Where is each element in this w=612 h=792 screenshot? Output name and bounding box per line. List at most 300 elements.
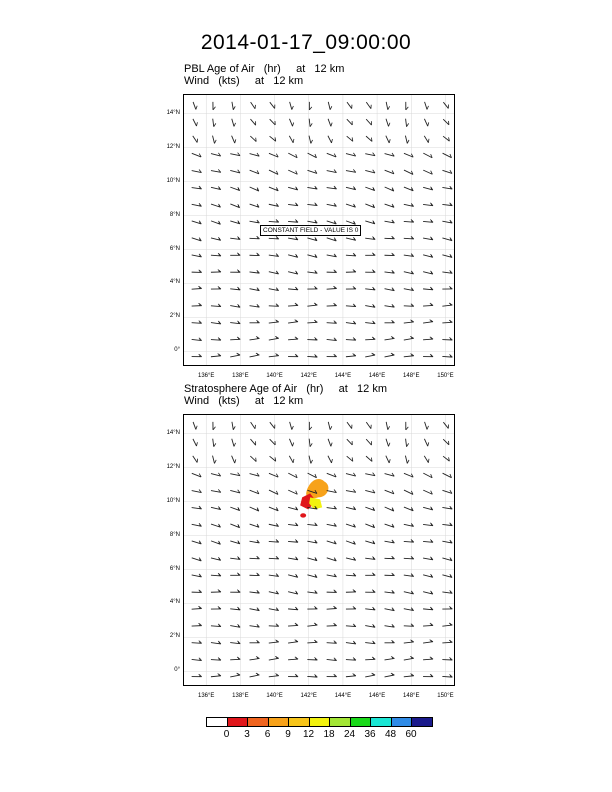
lon-tick-label: 146°E <box>368 693 386 699</box>
wind-barb <box>365 473 375 476</box>
wind-barb <box>192 321 202 324</box>
wind-barb <box>230 170 240 173</box>
wind-barb <box>269 170 278 174</box>
wind-barb <box>327 170 337 173</box>
wind-barb <box>309 456 313 464</box>
wind-barb <box>404 219 414 222</box>
wind-barb <box>211 674 221 677</box>
wind-barb <box>211 169 221 172</box>
lat-tick-label: 8°N <box>169 531 180 538</box>
lon-tick-label: 142°E <box>300 693 317 699</box>
wind-barb <box>346 573 356 576</box>
lon-tick-label: 138°E <box>232 693 249 699</box>
wind-barb <box>327 558 337 561</box>
age-of-air-field <box>300 479 328 518</box>
wind-barb <box>193 136 198 143</box>
wind-barb <box>213 119 216 127</box>
lon-tick-label: 136°E <box>197 693 215 699</box>
lat-tick-label: 2°N <box>169 313 180 320</box>
wind-barb <box>327 354 337 357</box>
lat-tick-label: 0° <box>174 667 180 674</box>
wind-barb <box>230 253 240 256</box>
wind-barb <box>211 641 221 644</box>
wind-barb <box>443 119 449 125</box>
wind-barb <box>269 271 279 274</box>
wind-barb <box>250 439 255 445</box>
wind-barb <box>365 507 374 510</box>
wind-barb <box>192 490 202 493</box>
wind-barb <box>250 624 260 627</box>
wind-barb <box>404 640 414 643</box>
wind-barb <box>404 288 414 291</box>
wind-barb <box>269 187 278 191</box>
wind-barb <box>230 237 240 240</box>
wind-barb <box>232 136 236 143</box>
wind-barb <box>193 119 197 126</box>
wind-barb <box>347 119 352 125</box>
wind-barb <box>442 254 452 257</box>
wind-barb <box>211 270 221 273</box>
wind-barb <box>404 539 414 542</box>
wind-barb <box>346 489 356 492</box>
wind-barb <box>346 253 356 256</box>
wind-barb <box>366 102 371 109</box>
wind-barb <box>328 136 332 143</box>
wind-barb <box>269 288 279 291</box>
wind-barb <box>250 524 259 527</box>
wind-barb <box>192 473 201 477</box>
wind-barb <box>288 640 298 643</box>
wind-barb <box>327 321 337 324</box>
wind-barb <box>423 674 433 677</box>
wind-barb <box>406 439 409 447</box>
wind-barb <box>442 203 452 206</box>
wind-barb <box>442 606 452 609</box>
wind-barb <box>192 674 202 677</box>
wind-barb <box>289 136 294 143</box>
wind-barb <box>250 187 259 191</box>
wind-barb <box>327 286 337 289</box>
wind-barb <box>327 658 337 661</box>
wind-barb <box>327 574 337 577</box>
wind-barb <box>385 304 395 307</box>
wind-barb <box>442 557 452 560</box>
wind-barb <box>250 456 256 461</box>
wind-barb <box>230 524 239 528</box>
wind-barb <box>328 119 332 127</box>
wind-barb <box>385 608 395 611</box>
wind-barb <box>192 658 202 661</box>
wind-barb <box>423 523 433 526</box>
wind-barb <box>211 524 220 527</box>
lon-tick-label: 150°E <box>437 693 454 699</box>
wind-barb <box>365 490 375 493</box>
wind-barb <box>327 254 337 257</box>
wind-barb <box>385 270 395 273</box>
wind-barb <box>192 354 202 357</box>
wind-barb <box>250 170 259 174</box>
wind-barb <box>423 574 433 577</box>
wind-barb <box>443 439 449 445</box>
wind-barb <box>404 320 414 323</box>
wind-barb <box>192 558 202 561</box>
wind-barb <box>211 624 221 627</box>
wind-barb <box>366 136 372 141</box>
colorbar-tick-label: 60 <box>405 729 417 740</box>
wind-barb <box>404 236 414 239</box>
wind-barb <box>269 539 279 542</box>
wind-barb <box>385 320 395 323</box>
wind-barb <box>346 221 355 224</box>
lon-tick-label: 136°E <box>197 373 215 379</box>
wind-barb <box>192 506 202 509</box>
wind-barb <box>346 624 356 627</box>
wind-barb <box>309 422 312 430</box>
wind-barb <box>423 473 432 478</box>
wind-barb <box>423 540 433 543</box>
wind-barb <box>270 136 276 141</box>
wind-barb <box>346 658 356 661</box>
wind-barb <box>423 220 433 223</box>
wind-barb <box>347 456 353 461</box>
wind-barb <box>269 490 278 494</box>
wind-barb <box>230 304 240 307</box>
colorbar-tick-label: 9 <box>285 729 291 740</box>
wind-barb <box>347 422 352 428</box>
wind-barb <box>309 439 312 447</box>
wind-barb <box>365 353 375 357</box>
wind-barb <box>385 656 395 660</box>
wind-barb <box>309 136 313 144</box>
wind-barb <box>423 507 433 510</box>
wind-barb <box>443 136 449 141</box>
wind-barb <box>328 102 332 110</box>
lon-tick-label: 148°E <box>403 373 420 379</box>
wind-barb <box>250 220 260 223</box>
lon-tick-label: 140°E <box>266 373 283 379</box>
map-panel-pbl-age <box>166 94 455 379</box>
wind-barb <box>327 303 337 306</box>
wind-barb <box>385 336 395 340</box>
lon-tick-label: 146°E <box>368 373 386 379</box>
wind-barb <box>290 422 294 430</box>
wind-barb <box>365 541 375 544</box>
wind-barb <box>404 574 414 577</box>
wind-barb <box>365 237 375 240</box>
wind-barb <box>365 204 374 208</box>
wind-barb <box>288 490 297 494</box>
wind-barb <box>250 304 260 307</box>
colorbar-swatch <box>269 718 290 726</box>
wind-barb <box>385 170 394 174</box>
wind-barb <box>424 136 429 143</box>
wind-barb <box>365 657 375 660</box>
wind-barb <box>423 203 433 206</box>
wind-barb <box>423 640 433 643</box>
wind-barb <box>442 286 452 289</box>
wind-barb <box>288 591 298 594</box>
wind-barb <box>423 557 433 560</box>
wind-barb <box>423 254 433 257</box>
wind-barb <box>346 541 355 544</box>
wind-barb <box>250 353 260 357</box>
lat-tick-label: 2°N <box>169 633 180 640</box>
wind-barb <box>365 624 375 627</box>
wind-barb <box>269 219 279 222</box>
wind-barb <box>192 286 202 289</box>
wind-barb <box>385 288 395 291</box>
wind-barb <box>288 557 298 560</box>
wind-barb <box>423 657 433 660</box>
wind-barb <box>365 673 375 677</box>
wind-barb <box>288 170 297 174</box>
wind-barb <box>404 304 414 307</box>
wind-barb <box>230 221 240 224</box>
wind-barb <box>385 253 395 256</box>
wind-barb <box>442 186 452 189</box>
wind-barb <box>213 456 217 464</box>
wind-barb <box>288 254 298 257</box>
wind-barb <box>386 456 390 463</box>
wind-barb <box>404 203 414 206</box>
plot-title: 2014-01-17_09:00:00 <box>200 31 412 54</box>
wind-barb <box>423 320 433 323</box>
wind-barb <box>423 591 433 594</box>
lon-tick-label: 148°E <box>403 693 420 699</box>
wind-barb <box>211 541 220 544</box>
wind-barb <box>327 338 337 341</box>
wind-barb <box>270 456 276 461</box>
wind-barb <box>365 170 375 173</box>
wind-barb <box>327 541 337 544</box>
wind-barb <box>288 507 298 510</box>
wind-barb <box>443 102 448 108</box>
wind-barb <box>327 270 337 273</box>
colorbar-tick-label: 3 <box>244 729 250 740</box>
wind-barb <box>211 473 221 476</box>
wind-barb <box>346 557 356 560</box>
wind-barb <box>250 336 260 340</box>
wind-barb <box>328 439 332 447</box>
wind-barb <box>211 557 221 560</box>
panel2-field-label: Stratosphere Age of Air (hr) at 12 km <box>184 383 387 395</box>
wind-barb <box>269 674 279 677</box>
wind-barb <box>346 169 356 172</box>
wind-barb <box>386 119 390 127</box>
wind-barb <box>230 473 240 476</box>
wind-barb <box>211 304 221 307</box>
wind-barb <box>385 473 395 476</box>
wind-barb <box>346 524 355 527</box>
wind-barb <box>192 338 202 341</box>
wind-barb <box>404 170 413 174</box>
wind-barb <box>288 473 297 478</box>
colorbar-swatch <box>310 718 331 726</box>
wind-barb <box>406 119 409 127</box>
wind-barb <box>211 573 221 576</box>
wind-barb <box>309 102 312 110</box>
wind-barb <box>250 656 260 660</box>
wind-barb <box>365 253 375 256</box>
field-contour-red-spot <box>300 513 306 517</box>
wind-barb <box>250 490 259 494</box>
wind-barb <box>425 102 429 110</box>
wind-barb <box>269 608 279 611</box>
wind-barb <box>442 640 452 643</box>
wind-barb <box>442 220 452 223</box>
wind-barb <box>424 456 429 463</box>
wind-barb <box>442 337 452 340</box>
wind-barb <box>211 187 221 190</box>
colorbar-tick-label: 48 <box>384 729 397 740</box>
wind-barb <box>327 473 336 477</box>
wind-barb <box>423 287 433 290</box>
wind-barb <box>404 490 413 494</box>
wind-barb <box>211 221 220 224</box>
wind-barb <box>404 354 414 357</box>
wind-barb <box>250 640 260 643</box>
wind-barb <box>347 439 352 445</box>
wind-barb <box>442 540 452 543</box>
wind-barb <box>385 540 395 543</box>
wind-barb <box>290 102 294 110</box>
wind-barb <box>443 456 449 461</box>
colorbar-swatch <box>330 718 351 726</box>
lat-tick-label: 14°N <box>166 109 180 116</box>
wind-barb <box>230 270 240 273</box>
wind-barb <box>289 439 293 446</box>
wind-barb <box>213 102 216 110</box>
wind-barb <box>309 119 312 127</box>
wind-barb <box>365 590 375 593</box>
lon-tick-label: 150°E <box>437 373 454 379</box>
wind-barb <box>193 422 197 430</box>
wind-barb <box>250 270 260 273</box>
wind-barb <box>442 237 452 240</box>
wind-barb <box>288 237 298 240</box>
wind-barb <box>423 623 433 626</box>
wind-barb <box>251 422 256 429</box>
wind-barb <box>288 674 298 677</box>
wind-barb <box>230 557 240 560</box>
wind-barb <box>327 506 337 509</box>
colorbar-tick-label: 18 <box>323 729 335 740</box>
wind-barb <box>385 524 394 527</box>
wind-barb <box>327 606 337 609</box>
wind-barb <box>442 506 452 509</box>
wind-barb <box>269 507 278 511</box>
wind-barb <box>269 203 279 206</box>
wind-barb <box>365 557 375 560</box>
wind-barb <box>232 456 236 463</box>
wind-barb <box>346 286 356 289</box>
wind-barb <box>346 153 356 156</box>
wind-barb <box>346 590 356 593</box>
lon-tick-label: 144°E <box>334 373 352 379</box>
lat-tick-label: 10°N <box>166 497 180 504</box>
wind-barb <box>442 303 452 306</box>
wind-barb <box>442 574 452 577</box>
wind-barb <box>405 456 409 464</box>
wind-barb <box>365 153 375 156</box>
wind-barb <box>288 574 298 577</box>
lat-tick-label: 8°N <box>169 211 180 218</box>
wind-barb <box>346 606 356 609</box>
wind-barb <box>327 641 337 644</box>
wind-barb <box>230 607 240 610</box>
wind-barb <box>346 237 356 240</box>
wind-barb <box>192 590 202 593</box>
wind-barb <box>328 422 332 430</box>
wind-barb <box>192 303 202 306</box>
wind-barb <box>442 590 452 593</box>
wind-barb <box>269 640 279 643</box>
wind-barb <box>269 574 279 577</box>
wind-barb <box>386 439 390 447</box>
wind-barb <box>250 253 260 256</box>
wind-barb <box>269 473 278 477</box>
wind-barb <box>385 490 394 494</box>
wind-barb <box>385 204 394 207</box>
wind-barb <box>213 439 216 447</box>
wind-barb <box>251 102 256 109</box>
wind-barb <box>365 573 375 576</box>
wind-barb <box>404 556 414 559</box>
wind-barb <box>230 641 240 644</box>
wind-barb <box>192 186 202 189</box>
colorbar-swatch <box>412 718 432 726</box>
wind-barb <box>346 674 356 677</box>
wind-barb <box>230 590 240 593</box>
wind-barb <box>404 336 414 340</box>
wind-barb <box>269 304 279 307</box>
wind-barb <box>230 541 240 544</box>
wind-barb <box>250 507 259 511</box>
wind-barb <box>404 523 414 526</box>
wind-barb <box>423 607 433 610</box>
wind-barb <box>250 204 259 207</box>
wind-barb <box>192 541 202 544</box>
wind-barb <box>192 641 202 644</box>
wind-barb <box>442 523 452 526</box>
lat-tick-label: 4°N <box>169 279 180 286</box>
wind-barb <box>347 102 352 108</box>
wind-barb <box>365 287 375 290</box>
wind-barb <box>386 422 389 430</box>
wind-barb <box>288 303 298 306</box>
wind-barb <box>327 674 337 677</box>
wind-barb <box>270 102 275 108</box>
wind-barb <box>211 507 221 510</box>
lon-tick-label: 138°E <box>232 373 249 379</box>
wind-barb <box>327 186 337 189</box>
wind-barb <box>366 439 371 445</box>
wind-barb <box>423 170 432 174</box>
wind-barb <box>193 439 197 446</box>
colorbar-tick-label: 24 <box>343 729 356 740</box>
wind-barb <box>366 422 371 429</box>
colorbar-swatch <box>289 718 310 726</box>
wind-barb <box>269 336 279 340</box>
wind-barb <box>346 321 356 324</box>
wind-barb <box>404 624 414 627</box>
wind-barb <box>211 338 221 341</box>
wind-barb <box>211 658 221 661</box>
wind-barb <box>192 574 202 577</box>
wind-barb <box>327 590 337 593</box>
wind-barb <box>442 320 452 323</box>
lat-tick-label: 4°N <box>169 599 180 606</box>
